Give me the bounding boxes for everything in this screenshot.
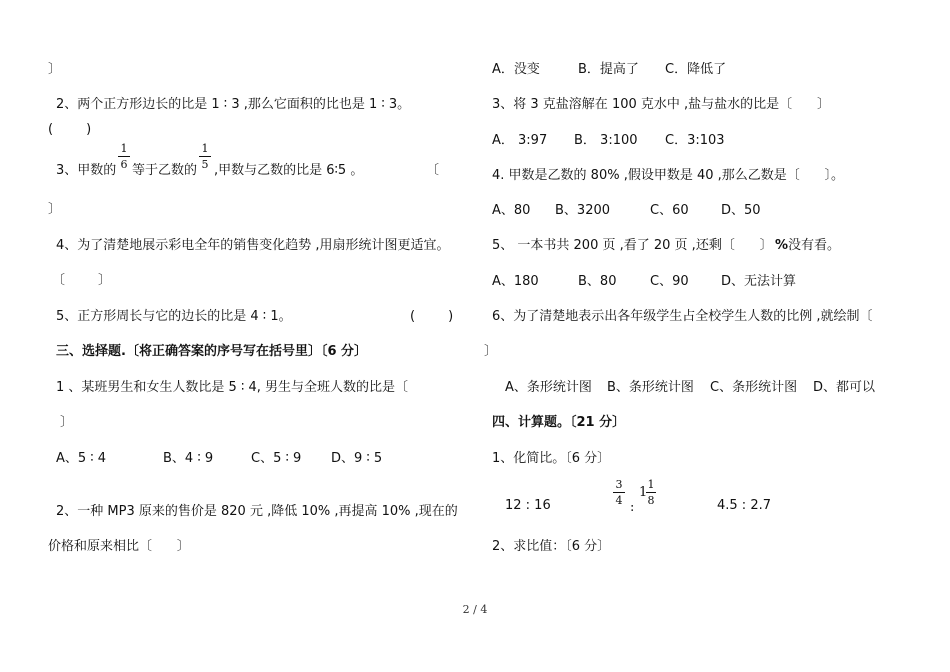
answer-bracket-close: 〕 bbox=[48, 202, 62, 217]
section-3-heading: 三、选择题.〔将正确答案的序号写在括号里〕〔6 分〕 bbox=[56, 344, 368, 359]
ratio-expression-3: 4.5 : 2.7 bbox=[717, 498, 771, 513]
option-c[interactable]: C、60 bbox=[650, 203, 689, 218]
answer-bracket-close: 〕 bbox=[60, 415, 74, 430]
option-b[interactable]: B、4 ∶ 9 bbox=[163, 451, 214, 466]
option-b[interactable]: B． 3:100 bbox=[574, 133, 638, 148]
calc-question-2: 2、求比值：〔6 分〕 bbox=[492, 539, 611, 554]
option-a[interactable]: A．没变 bbox=[492, 62, 540, 77]
mixed-number-whole: 1 bbox=[639, 485, 648, 500]
choice-question-5-part1: 5、 一本书共 200 页 ,看了 20 页 ,还剩〔 〕 bbox=[492, 238, 773, 253]
option-a[interactable]: A． 3:97 bbox=[492, 133, 548, 148]
answer-paren[interactable]: 〔 〕 bbox=[52, 273, 112, 288]
tf-question-2: 2、两个正方形边长的比是 1 ∶ 3 ,那么它面积的比也是 1 ∶ 3。 bbox=[56, 97, 411, 112]
calc-question-1: 1、化简比。〔6 分〕 bbox=[492, 451, 611, 466]
ratio-colon: : bbox=[630, 500, 635, 515]
option-b[interactable]: B．提高了 bbox=[578, 62, 639, 77]
fraction-one-fifth: 1 5 bbox=[199, 142, 211, 171]
option-a[interactable]: A、5 ∶ 4 bbox=[56, 451, 107, 466]
tf-question-3-part3: ,甲数与乙数的比是 6∶5 。 bbox=[214, 163, 364, 178]
fraction-one-sixth: 1 6 bbox=[118, 142, 130, 171]
page-number: 2 / 4 bbox=[462, 603, 488, 616]
fraction-one-eighth: 1 8 bbox=[647, 478, 655, 507]
answer-bracket-open[interactable]: 〔 bbox=[426, 163, 440, 178]
tf-question-4: 4、为了清楚地展示彩电全年的销售变化趋势 ,用扇形统计图更适宜。 bbox=[56, 238, 450, 253]
option-d[interactable]: D、无法计算 bbox=[721, 274, 797, 289]
option-d[interactable]: D、都可以 bbox=[813, 380, 876, 395]
percent-sign: % bbox=[775, 238, 789, 253]
section-4-heading: 四、计算题。〔21 分〕 bbox=[492, 415, 626, 430]
bracket-close: 〕 bbox=[48, 62, 62, 77]
choice-question-6: 6、为了清楚地表示出各年级学生占全校学生人数的比例 ,就绘制〔 bbox=[492, 309, 873, 324]
option-a[interactable]: A、80 bbox=[492, 203, 531, 218]
option-a[interactable]: A、180 bbox=[492, 274, 539, 289]
choice-question-1: 1 、某班男生和女生人数比是 5 ∶ 4, 男生与全班人数的比是〔 bbox=[56, 380, 408, 395]
option-c[interactable]: C、5 ∶ 9 bbox=[251, 451, 302, 466]
choice-question-4: 4. 甲数是乙数的 80% ,假设甲数是 40 ,那么乙数是〔 〕。 bbox=[492, 168, 845, 183]
option-d[interactable]: D、50 bbox=[721, 203, 761, 218]
choice-question-2: 2、一种 MP3 原来的售价是 820 元 ,降低 10% ,再提高 10% ,现在的 bbox=[56, 504, 458, 519]
option-c[interactable]: C．3:103 bbox=[665, 133, 725, 148]
option-d[interactable]: D、9 ∶ 5 bbox=[331, 451, 383, 466]
option-c[interactable]: C、90 bbox=[650, 274, 689, 289]
tf-question-3-part1: 3、甲数的 bbox=[56, 163, 117, 178]
answer-paren[interactable]: ( ) bbox=[48, 122, 92, 137]
option-c[interactable]: C、条形统计图 bbox=[710, 380, 798, 395]
tf-question-3-part2: 等于乙数的 bbox=[132, 163, 198, 178]
fraction-three-quarters: 3 4 bbox=[613, 478, 625, 507]
choice-question-3: 3、将 3 克盐溶解在 100 克水中 ,盐与盐水的比是〔 〕 bbox=[492, 97, 830, 112]
ratio-expression-1: 12 : 16 bbox=[505, 498, 551, 513]
option-b[interactable]: B、条形统计图 bbox=[607, 380, 694, 395]
choice-question-5-part2: 没有看。 bbox=[788, 238, 841, 253]
option-b[interactable]: B、3200 bbox=[555, 203, 611, 218]
tf-question-5: 5、正方形周长与它的边长的比是 4 ∶ 1。 bbox=[56, 309, 292, 324]
answer-paren[interactable]: ( ) bbox=[410, 309, 454, 324]
option-c[interactable]: C．降低了 bbox=[665, 62, 727, 77]
option-a[interactable]: A、条形统计图 bbox=[505, 380, 592, 395]
choice-question-2-cont: 价格和原来相比〔 〕 bbox=[48, 539, 190, 554]
answer-bracket-close: 〕 bbox=[484, 344, 498, 359]
option-b[interactable]: B、80 bbox=[578, 274, 617, 289]
